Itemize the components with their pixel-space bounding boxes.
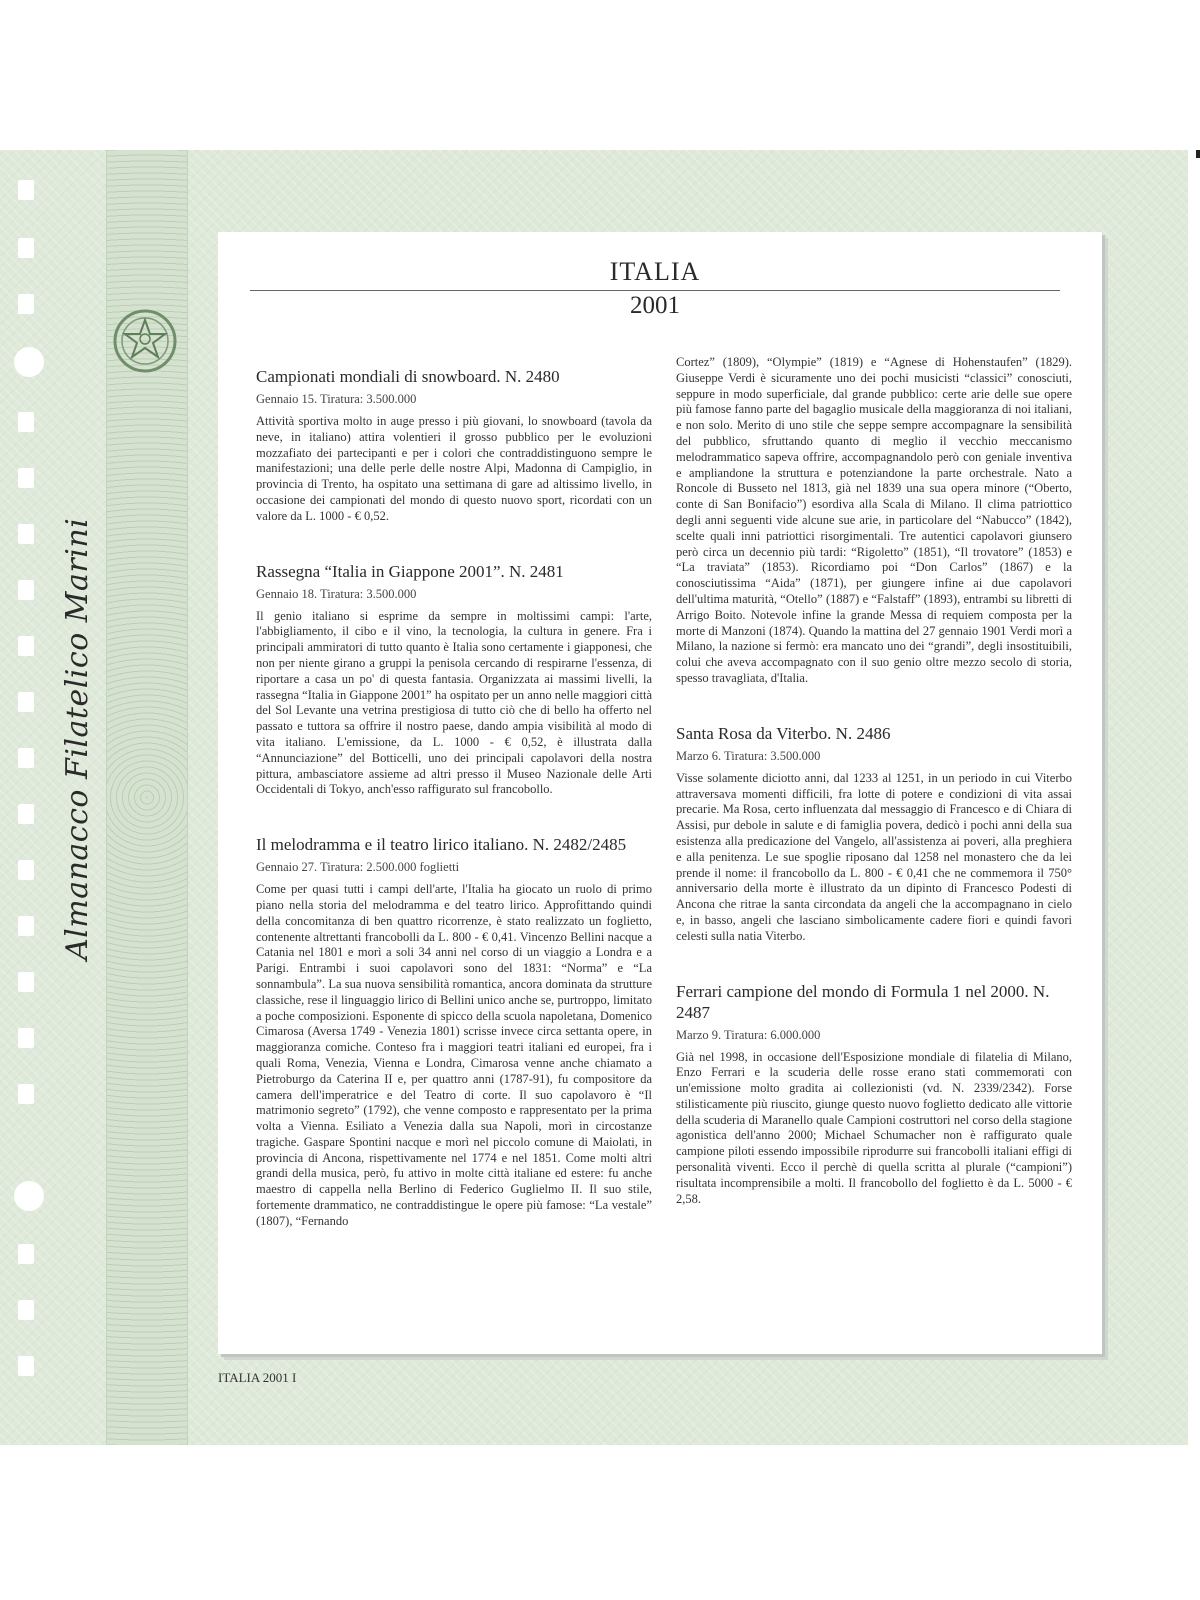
article-meta: Marzo 9. Tiratura: 6.000.000 [676, 1027, 821, 1042]
binder-hole [18, 180, 34, 200]
article-santa-rosa [676, 723, 1072, 945]
article-ferrari [676, 981, 1072, 1208]
binder-hole [18, 1084, 34, 1104]
binder-hole [18, 860, 34, 880]
page-year: 2001 [630, 292, 680, 319]
right-column [676, 355, 1072, 1243]
binder-hole [18, 412, 34, 432]
article-body: Già nel 1998, in occasione dell'Esposizione mondiale di filatelia di Milano, Enzo Ferrari e la scuderia delle rosse erano stati commemorati con un'emissione molto gradita ai collezionisti (vd. N. 2339/2342). Forse stilisticamente più riuscito, giunge questo nuovo foglietto dedicato alle vittorie della scuderia di Maranello quale Campioni costruttori nel corso della stagione agonistica dell'anno 2000; Michael Schumacher non è raffigurato quale campione piloti essendo impossibile riprodurre sui francobolli italiani effigi di personalità viventi. Ecco il perchè di quella scritta al plurale (“campioni”) risultata incomprensibile a molti. Il francobollo del foglietto è da L. 5000 - € 2,58. [676, 1049, 1072, 1206]
article-snowboard [256, 366, 652, 525]
binder-hole [18, 468, 34, 488]
article-title: Santa Rosa da Viterbo. N. 2486 [676, 723, 891, 743]
article-body: Attività sportiva molto in auge presso i più giovani, lo snowboard (tavola da neve, in italiano) attira volentieri il grosso pubblico per le evoluzioni mozzafiato dei partecipanti e per i colori che contraddistinguono sempre le manifestazioni; una delle perle delle nostre Alpi, Madonna di Campiglio, in provincia di Trento, ha ospitato una settimana di gare ad altissimo livello, in occasione dei campionati del mondo di questo nuovo sport, ricordati con un valore da L. 1000 - € 0,52. [256, 414, 652, 523]
page-footer: ITALIA 2001 I [218, 1370, 297, 1385]
article-body: Visse solamente diciotto anni, dal 1233 al 1251, in un periodo in cui Viterbo attraversava momenti difficili, fra lotte di potere e condizioni di vita assai precarie. Ma Rosa, certo influenzata dal messaggio di Francesco e di Chiara di Assisi, pur debole in salute e di famiglia povera, dedicò i pochi anni della sua esistenza alla predicazione del Vangelo, all'assistenza ai poveri, alla preghiera e alla penitenza. Le sue spoglie riposano dal 1258 nel monastero che da lei prende il nome: il francobollo da L. 800 - € 0,41 che ne commemora il 750° anniversario della morte è illustrato da un dipinto di Francesco Podesti di Ancona che ritrae la santa circondata da angeli che la accompagnano in cielo e, in basso, angeli che lasciano simbolicamente cadere fiori e quindi favori celesti sulla natia Viterbo. [676, 770, 1072, 943]
article-body: Come per quasi tutti i campi dell'arte, l'Italia ha giocato un ruolo di primo piano nella storia del melodramma e del teatro lirico. Approfittando quindi della concomitanza di ben quattro ricorrenze, è stato realizzato un foglietto, contenente altrettanti francobolli da L. 800 - € 0,41. Vincenzo Bellini nacque a Catania nel 1801 e morì a soli 34 anni nel corso di un viaggio a Londra e a Parigi. Entrambi i suoi capolavori sono del 1831: “Norma” e “La sonnambula”. La sua nuova sensibilità romantica, ancora dominata da strutture classiche, rese il linguaggio lirico di Bellini unico anche se, purtroppo, limitato a poche composizioni. Esponente di spicco della scuola napoletana, Domenico Cimarosa (Aversa 1749 - Venezia 1801) scrisse invece circa settanta opere, in maggioranza comiche. Conteso fra i maggiori teatri italiani ed europei, fra i quali Roma, Venezia, Vienna e Londra, Cimarosa venne anche chiamato a Pietroburgo da Caterina II e, per quattro anni (1787-91), fu compositore da camera dell'imperatrice e del Teatro di corte. Il suo capolavoro è “Il matrimonio segreto” (1792), che venne composto e rappresentato per la prima volta a Vienna. Esiliato a Venezia dalla sua Napoli, morì in circostanze tragiche. Gaspare Spontini nacque e morì nel piccolo comune di Maiolati, in provincia di Ancona, rispettivamente nel 1774 e nel 1851. Come molti altri grandi della musica, però, fu attivo in molte città italiane ed estere: fu anche maestro di cappella nella Berlino di Federico Guglielmo II. Il suo stile, fortemente drammatico, ne contraddistingue le opere più famose: “La vestale” (1807), “Fernando [256, 882, 652, 1228]
binder-hole [18, 692, 34, 712]
page-title: ITALIA [609, 257, 701, 286]
binder-hole [18, 804, 34, 824]
binder-hole [18, 916, 34, 936]
binder-hole [18, 238, 34, 258]
article-body: Il genio italiano si esprime da sempre in moltissimi campi: l'arte, l'abbigliamento, il cibo e il vino, la tecnologia, la cultura in genere. Fra i principali ammiratori di tutto quanto è Italia sono certamente i giapponesi, che non per niente girano a gruppi la penisola cercando di respirarne l'essenza, di riportare a casa un po' di questa fantasia. Organizzata ai massimi livelli, la rassegna “Italia in Giappone 2001” ha ospitato per un anno nelle maggiori città del Sol Levante una vetrina prestigiosa di tutto ciò che di bello ha offerto nel passato e tuttora sa offrire il nostro paese, dando ampia visibilità al modo di vita italiano. L'emissione, da L. 1000 - € 0,52, è illustrata dalla “Annunciazione” del Botticelli, uno dei principali capolavori della nostra pittura, ambasciatore assieme ad altri presso il Museo Nazionale delle Arti Occidentali di Tokyo, anch'esso raffigurato sul francobollo. [256, 608, 652, 797]
binder-hole [18, 580, 34, 600]
binder-hole [18, 748, 34, 768]
binder-hole-round [14, 1181, 44, 1211]
binder-hole-round [14, 347, 44, 377]
binder-hole [18, 972, 34, 992]
binder-hole [18, 636, 34, 656]
article-meta: Gennaio 27. Tiratura: 2.500.000 foglietti [256, 860, 460, 875]
publisher-name: Almanacco Filatelico Marini [60, 517, 95, 960]
binder-hole [18, 1300, 34, 1320]
binder-hole [18, 1356, 34, 1376]
italian-republic-emblem-icon [110, 306, 180, 376]
binder-hole [18, 1244, 34, 1264]
article-melodramma [256, 834, 652, 1230]
article-meta: Gennaio 15. Tiratura: 3.500.000 [256, 392, 417, 406]
article-melodramma-continued [676, 355, 1072, 687]
article-title: Il melodramma e il teatro lirico italiano. N. 2482/2485 [256, 835, 627, 855]
article-title: Ferrari campione del mondo di Formula 1 nel 2000. N. 2487 [676, 981, 1050, 1022]
article-body-continued: Cortez” (1809), “Olympie” (1819) e “Agnese di Hohenstaufen” (1829). Giuseppe Verdi è sicuramente uno dei pochi musicisti “classici” conosciuti, seppure in modo superficiale, dal grande pubblico: certe arie delle sue opere più famose fanno parte del bagaglio musicale della maggioranza di noi italiani, e non solo. Merito di uno stile che seppe sempre accompagnare la sensibilità del pubblico, sfruttando quanto di meglio il vecchio meccanismo melodrammatico sapeva offrire, accompagnandolo però con geniale inventiva e ampliandone la struttura e potenziandone la parte orchestrale. Nato a Roncole di Busseto nel 1813, già nel 1839 una sua opera minore (“Oberto, conte di San Bonifacio”) esordiva alla Scala di Milano. Il clima patriottico degli anni seguenti vide alcune sue arie, in particolare del “Nabucco” (1842), scelte quali inni patriottici risorgimentali. Tre autentici capolavori giunsero però circa un decennio più tardi: “Rigoletto” (1851), “Il trovatore” (1853) e “La traviata” (1853). Ricordiamo poi “Don Carlos” (1867) e la conosciutissima “Aida” (1871), per giungere infine ai due capolavori dell'ultima maturità, “Otello” (1887) e “Falstaff” (1893), entrambi su libretti di Arrigo Boito. Notevole infine la grande Messa di requiem composta per la morte di Manzoni (1874). Quando la mattina del 27 gennaio 1901 Verdi morì a Milano, la nazione si fermò: era mancato uno dei “grandi”, degli insostituibili, colui che aveva accompagnato con il suo genio oltre mezzo secolo di storia, spesso travagliata, d'Italia. [676, 355, 1072, 685]
title-divider [250, 290, 1060, 291]
article-meta: Marzo 6. Tiratura: 3.500.000 [676, 748, 821, 763]
binder-hole [18, 524, 34, 544]
article-italia-giappone [256, 561, 652, 799]
binder-hole [18, 1028, 34, 1048]
left-column [256, 366, 652, 1266]
article-title: Campionati mondiali di snowboard. N. 2480 [256, 367, 560, 386]
article-meta: Gennaio 18. Tiratura: 3.500.000 [256, 586, 417, 601]
binder-holes [0, 150, 40, 1445]
article-title: Rassegna “Italia in Giappone 2001”. N. 2481 [256, 561, 564, 581]
binder-hole [18, 294, 34, 314]
edge-mark [1196, 150, 1200, 158]
